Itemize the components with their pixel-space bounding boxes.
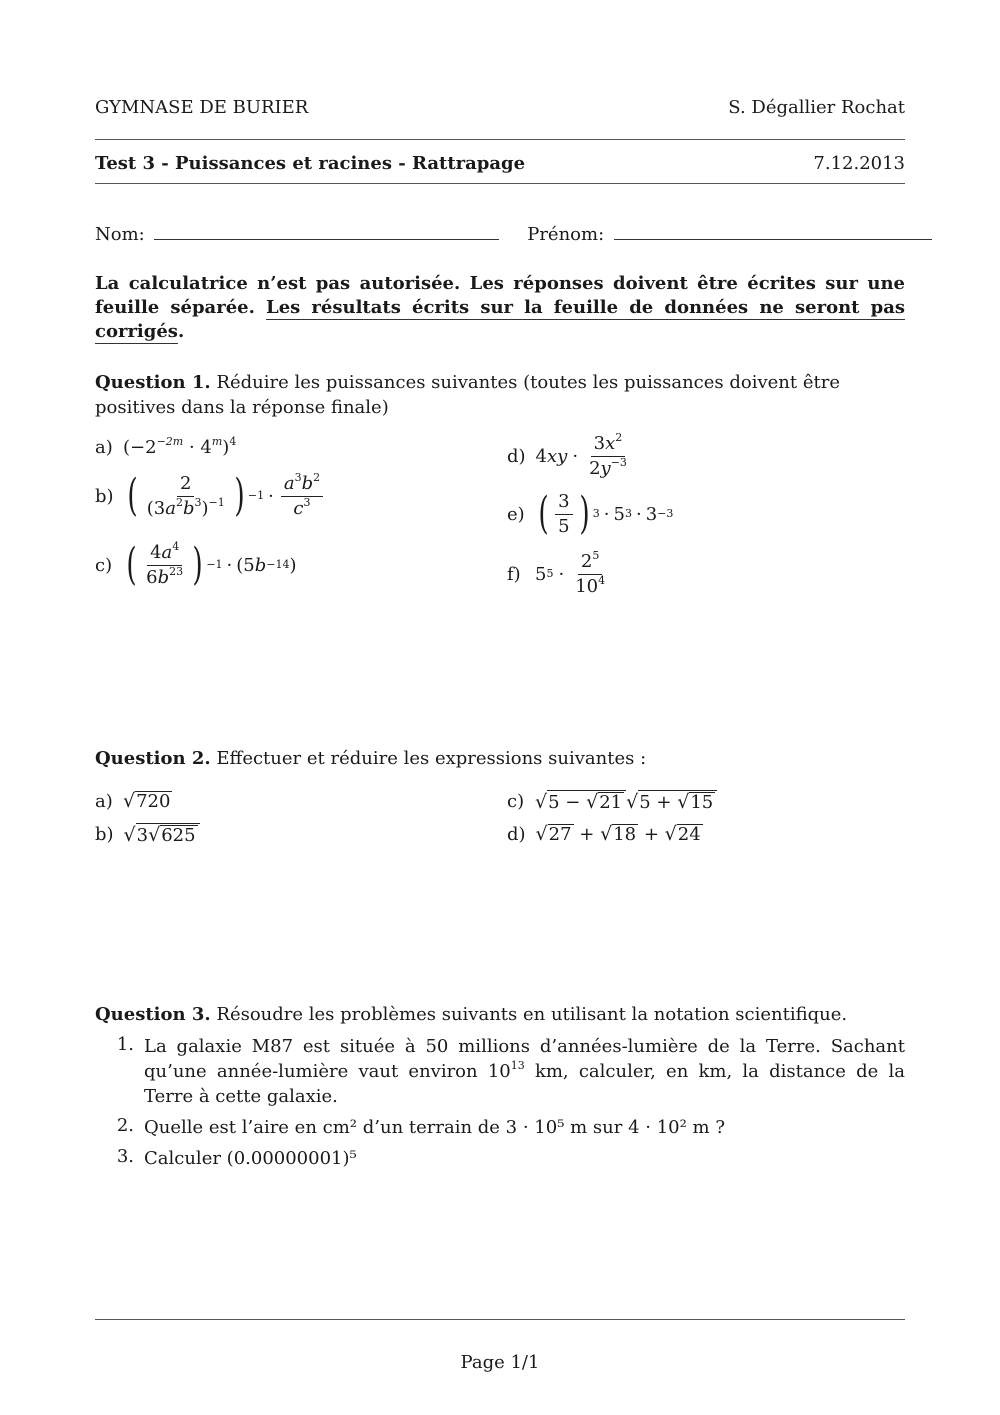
- header-divider-top: [95, 139, 905, 140]
- item-label: c): [507, 790, 525, 812]
- header-divider-bottom: [95, 183, 905, 184]
- item-text: Calculer (0.00000001)⁵: [144, 1148, 357, 1169]
- q1-item-d: [507, 431, 633, 479]
- item-label: a): [95, 790, 113, 812]
- q1-item-e: [507, 488, 674, 540]
- item-number: 3.: [116, 1146, 134, 1167]
- item-label: d): [507, 445, 526, 467]
- test-date: 7.12.2013: [813, 153, 905, 174]
- q2-item-d: [507, 823, 703, 845]
- title-row: [95, 153, 905, 174]
- q1-item-b: [95, 470, 326, 522]
- q2-item-a: [95, 790, 172, 812]
- math-expression: ( $\frac{2}{(3a^2b^3)^{-1}}$ ) −1 · $\frac{a^3b^2}{c^3}$: [124, 474, 327, 519]
- math-expression: √ 5 − √ 21 √ 5 + √ 15: [535, 790, 717, 813]
- item-label: b): [95, 485, 114, 507]
- q1-item-c: [95, 539, 297, 591]
- question-3-title: Question 3.: [95, 1004, 211, 1025]
- math-expression: √ 27 + √ 18 + √ 24: [535, 823, 701, 846]
- page-number: Page 1/1: [460, 1352, 540, 1373]
- math-expression: √ 3 √ 625: [124, 823, 200, 846]
- q2-item-b: [95, 823, 200, 846]
- item-label: a): [95, 437, 113, 458]
- question-1-header: [95, 370, 905, 420]
- q3-item-2: [95, 1115, 905, 1140]
- item-text: Quelle est l’aire en cm² d’un terrain de 3 · 10⁵ m sur 4 · 10² m ?: [144, 1117, 725, 1138]
- question-1-title: Question 1.: [95, 372, 211, 393]
- question-2-header: [95, 748, 905, 769]
- question-3-text: Résoudre les problèmes suivants en utilisant la notation scientifique.: [216, 1004, 848, 1025]
- item-label: c): [95, 554, 113, 576]
- header-row: [95, 97, 905, 118]
- name-fields: [95, 224, 915, 245]
- instructions: [95, 272, 905, 344]
- item-label: e): [507, 503, 525, 525]
- test-title: Test 3 - Puissances et racines - Rattrapage: [95, 153, 526, 174]
- item-label: b): [95, 823, 114, 845]
- school-name: GYMNASE DE BURIER: [95, 97, 309, 118]
- math-expression: ( $\frac{3}{5}$ ) 3 · 5 3 · 3 −3: [538, 488, 674, 540]
- q1-item-a: [95, 437, 236, 458]
- math-expression: $(-2^{-2m} \cdot 4^m)^4$: [123, 435, 237, 458]
- math-expression: 4 xy · $\frac{3x^2}{2y^{-3}}$: [535, 431, 627, 479]
- nom-label: Nom:: [95, 224, 145, 245]
- author-name: S. Dégallier Rochat: [728, 97, 905, 118]
- prenom-line[interactable]: [614, 225, 932, 240]
- nom-line[interactable]: [154, 225, 499, 240]
- question-3-header: [95, 1004, 905, 1025]
- q2-item-c: [507, 790, 717, 813]
- item-number: 2.: [116, 1115, 134, 1136]
- math-expression: √ 720: [123, 790, 171, 813]
- q3-item-1: [95, 1034, 905, 1109]
- item-text: La galaxie M87 est située à 50 millions d’années-lumière de la Terre. Sachant qu’une année-lumière vaut environ $10^{13}$ km, calculer, en km, la distance de la Terre à cette galaxie.: [144, 1036, 905, 1107]
- q3-item-3: [95, 1146, 905, 1171]
- question-3-list: [95, 1034, 905, 1171]
- item-label: d): [507, 823, 526, 845]
- question-2-title: Question 2.: [95, 748, 211, 769]
- instructions-text: La calculatrice n’est pas autorisée. Les réponses doivent être écrites sur une feuille séparée.: [95, 273, 905, 318]
- question-2-text: Effectuer et réduire les expressions suivantes :: [216, 748, 647, 769]
- item-label: f): [507, 563, 521, 585]
- math-expression: ( $\frac{4a^4}{6b^{23}}$ ) −1 · (5 b −14 ): [126, 539, 297, 591]
- prenom-label: Prénom:: [527, 224, 605, 245]
- item-number: 1.: [116, 1034, 134, 1055]
- instructions-underlined: Les résultats écrits sur la feuille de données ne seront pas corrigés: [95, 297, 905, 342]
- math-expression: 5 5 · $\frac{2^5}{10^4}$: [535, 549, 606, 597]
- q1-item-f: [507, 549, 611, 597]
- footer-divider: [95, 1319, 905, 1320]
- question-1-text: Réduire les puissances suivantes (toutes les puissances doivent être positives dans la réponse finale): [95, 372, 840, 418]
- instructions-end: .: [177, 321, 185, 342]
